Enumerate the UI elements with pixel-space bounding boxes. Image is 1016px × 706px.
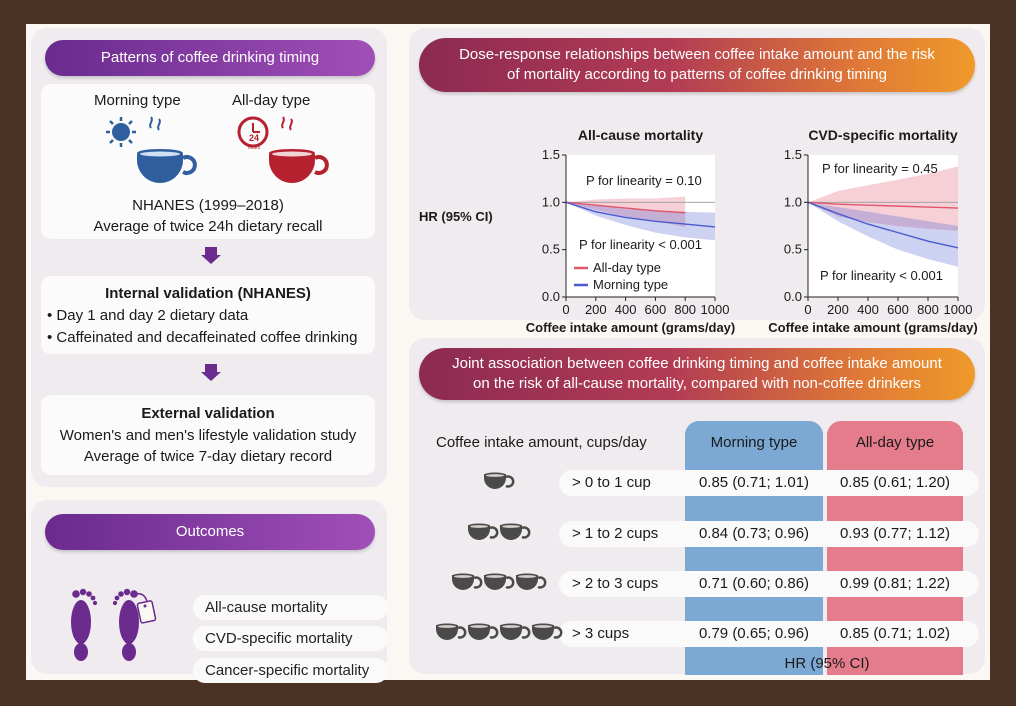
- x-tick-label: 400: [614, 302, 637, 317]
- allday-hr-value: 0.93 (0.77; 1.12): [839, 525, 951, 542]
- morning-hr-value: 0.84 (0.73; 0.96): [698, 525, 810, 542]
- p-linearity-annotation: P for linearity = 0.45: [822, 161, 938, 176]
- amount-label: > 1 to 2 cups: [572, 525, 659, 542]
- x-tick-label: 800: [917, 302, 939, 317]
- p-linearity-annotation: P for linearity < 0.001: [579, 237, 702, 252]
- allday-coffee-icon: [235, 114, 335, 186]
- coffee-cup-icon: [516, 574, 545, 591]
- x-tick-label: 0: [562, 302, 570, 317]
- legend-label: Morning type: [593, 277, 669, 292]
- x-tick-label: 800: [674, 302, 697, 317]
- x-tick-label: 0: [804, 302, 812, 317]
- y-tick-label: 1.0: [783, 194, 802, 210]
- outcomes-panel: [31, 500, 387, 679]
- morning-header: Morning type: [710, 434, 798, 451]
- morning-coffee-icon: [103, 114, 203, 186]
- outcome-cvd: CVD-specific mortality: [193, 626, 388, 651]
- y-tick-label: 0.5: [541, 241, 560, 257]
- dose-response-panel: [409, 28, 985, 335]
- coffee-cups-icon: [434, 619, 568, 645]
- internal-title: Internal validation (NHANES): [105, 285, 311, 302]
- legend-label: All-day type: [593, 260, 661, 275]
- chart-title: CVD-specific mortality: [808, 127, 958, 143]
- x-tick-label: 600: [887, 302, 909, 317]
- external-title: External validation: [141, 405, 275, 422]
- external-line: Average of twice 7-day dietary record: [83, 448, 333, 465]
- y-tick-label: 1.0: [541, 194, 560, 210]
- y-tick-label: 1.5: [541, 147, 560, 162]
- p-linearity-annotation: P for linearity = 0.10: [586, 173, 702, 188]
- internal-item: • Caffeinated and decaffeinated coffee drinking: [47, 329, 358, 346]
- coffee-cup-icon: [500, 524, 529, 541]
- dose-response-charts: [409, 98, 985, 335]
- amount-label: > 2 to 3 cups: [572, 575, 659, 592]
- y-tick-label: 0.0: [541, 289, 560, 304]
- x-tick-label: 600: [644, 302, 667, 317]
- clock-icon: [239, 118, 267, 151]
- morning-hr-value: 0.85 (0.71; 1.01): [698, 474, 810, 491]
- nhanes-title: NHANES (1999–2018): [132, 197, 284, 214]
- morning-type-label: Morning type: [94, 92, 181, 109]
- outcome-cancer: Cancer-specific mortality: [193, 658, 388, 683]
- morning-hr-value: 0.71 (0.60; 0.86): [698, 575, 810, 592]
- y-tick-label: 1.5: [783, 147, 802, 162]
- coffee-cup-icon: [484, 473, 513, 490]
- x-tick-label: 1000: [700, 302, 730, 317]
- joint-title-pill: [419, 348, 975, 400]
- coffee-cup-icon: [436, 624, 465, 641]
- coffee-cups-icon: [450, 569, 552, 595]
- nhanes-subtitle: Average of twice 24h dietary recall: [93, 218, 323, 235]
- coffee-cup-icon: [452, 574, 481, 591]
- internal-item: • Day 1 and day 2 dietary data: [47, 307, 249, 324]
- feet-with-tag-icon: [59, 574, 159, 664]
- methods-panel: [31, 28, 387, 487]
- morning-hr-value: 0.79 (0.65; 0.96): [698, 625, 810, 642]
- clock-hours-label: hours: [247, 145, 261, 151]
- y-tick-label: 0.5: [783, 241, 802, 257]
- x-tick-label: 200: [584, 302, 607, 317]
- coffee-cups-icon: [482, 468, 520, 494]
- external-line: Women's and men's lifestyle validation study: [59, 427, 357, 444]
- coffee-cup-icon: [500, 624, 529, 641]
- dose-title-line: of mortality according to patterns of coffee drinking timing: [507, 66, 887, 83]
- allday-hr-value: 0.99 (0.81; 1.22): [839, 575, 951, 592]
- allday-type-label: All-day type: [232, 92, 311, 109]
- x-tick-label: 400: [857, 302, 879, 317]
- y-axis-label: HR (95% CI): [419, 209, 493, 224]
- x-tick-label: 1000: [943, 302, 973, 317]
- hr-footer: HR (95% CI): [784, 655, 870, 672]
- clock-24-label: 24: [248, 133, 260, 143]
- joint-title-line: on the risk of all-cause mortality, compared with non-coffee drinkers: [473, 375, 921, 392]
- outcomes-title-pill: Outcomes: [45, 514, 375, 550]
- amount-header: Coffee intake amount, cups/day: [436, 434, 647, 451]
- patterns-title-pill: Patterns of coffee drinking timing: [45, 40, 375, 76]
- patterns-card: [41, 84, 375, 239]
- x-tick-label: 200: [827, 302, 849, 317]
- external-validation-card: [41, 395, 375, 475]
- allday-header: All-day type: [855, 434, 935, 451]
- coffee-cup-icon: [468, 524, 497, 541]
- y-tick-label: 0.0: [783, 289, 802, 304]
- internal-validation-card: [41, 276, 375, 354]
- joint-title-line: Joint association between coffee drinking timing and coffee intake amount: [452, 355, 942, 372]
- dose-response-title-pill: [419, 38, 975, 92]
- coffee-cups-icon: [466, 519, 536, 545]
- amount-label: > 3 cups: [572, 625, 630, 642]
- coffee-cup-icon: [468, 624, 497, 641]
- dose-title-line: Dose-response relationships between coffee intake amount and the risk: [459, 46, 935, 63]
- allday-hr-value: 0.85 (0.61; 1.20): [839, 474, 951, 491]
- coffee-cup-icon: [532, 624, 561, 641]
- coffee-cup-icon: [484, 574, 513, 591]
- chart-title: All-cause mortality: [577, 127, 704, 143]
- p-linearity-annotation: P for linearity < 0.001: [820, 268, 943, 283]
- outcome-all-cause: All-cause mortality: [193, 595, 388, 620]
- x-axis-label: Coffee intake amount (grams/day): [768, 320, 978, 335]
- x-axis-label: Coffee intake amount (grams/day): [525, 320, 736, 335]
- infographic: [26, 24, 990, 680]
- amount-label: > 0 to 1 cup: [572, 474, 651, 491]
- allday-hr-value: 0.85 (0.71; 1.02): [839, 625, 951, 642]
- sun-icon: [106, 117, 136, 147]
- joint-association-panel: [409, 338, 985, 674]
